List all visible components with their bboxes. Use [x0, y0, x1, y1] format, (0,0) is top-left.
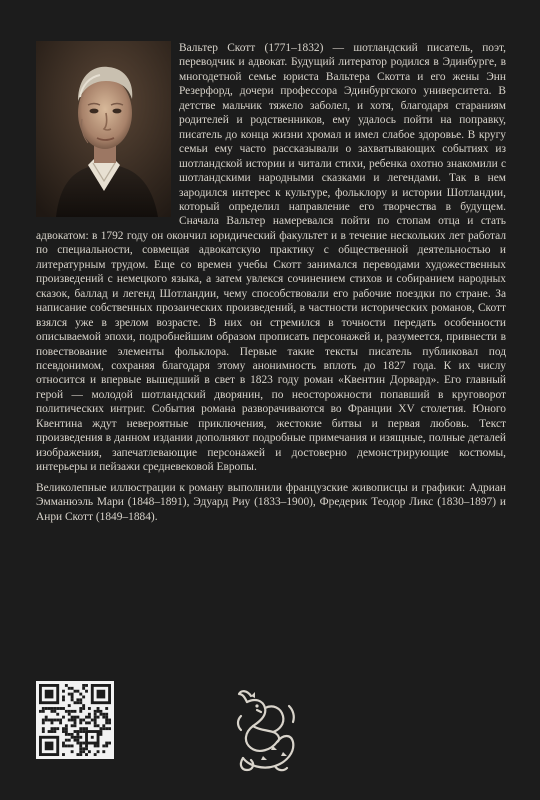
qr-code-icon[interactable] [36, 681, 114, 759]
annotation-text-block [36, 41, 506, 524]
author-biography-paragraph: Вальтер Скотт (1771–1832) — шотландский писатель, поэт, переводчик и адвокат. Будущий литератор родился в Эдинбурге, в многодетной семье юриста Вальтера Скотта и его жены Энн Резерфорд, дочери профессора Эдинбургского университета. В детстве мальчик тяжело заболел, и хотя, благодаря стараниям родителей и родственников, ему удалось пойти на поправку, писатель до конца жизни хромал и имел слабое здоровье. В кругу семьи ему часто рассказывали о захватывающих событиях из шотландской истории и читали стихи, ребенка охотно знакомили с шотландскими народными сказками и легендами. Так в нем зародился интерес к культуре, фольклору и истории Шотландии, который определил направление его творчества в будущем. Сначала Вальтер намеревался пойти по стопам отца и стать адвокатом: в 1792 году он окончил юридический факультет и в течение нескольких лет работал по специальности, совмещая адвокатскую практику с общественной деятельностью и литературным трудом. Еще со времен учебы Скотт занимался переводами художественных произведений с немецкого языка, а затем увлекся сочинением стихов и собиранием народных сказок, баллад и легенд Шотландии, чему способствовали его рабочие поездки по стране. За написание собственных прозаических произведений, в частности исторических романов, Скотт взялся уже в зрелом возрасте. В них он стремился в точности передать особенности описываемой эпохи, подробнейшим образом прописать персонажей и, разумеется, привнести в повествование элементы фольклора. Первые такие тексты писатель публиковал под псевдонимом, сохраняя благодаря этому анонимность вплоть до 1827 года. К их числу относится и впервые вышедший в свет в 1823 году роман «Квентин Дорвард». Его главный герой — молодой шотландский дворянин, по неосторожности попавший в круговорот политических интриг. События романа разворачиваются во Франции XV столетия. Юного Квентина ждут невероятные приключения, жестокие битвы и первая любовь. Текст произведения в данном издании дополняют подробные примечания и изящные, полные деталей изображения, запечатлевающие персонажей и достоверно демонстрирующие костюмы, интерьеры и пейзажи средневековой Европы. [36, 42, 506, 474]
portrait-spacer [36, 41, 179, 224]
illustrators-paragraph: Великолепные иллюстрации к роману выполнили французские живописцы и графики: Адриан Эмманюэль Мари (1848–1891), Эдуард Риу (1833–1900), Фредерик Теодор Ликс (1830–1897) и Анри Скотт (1849–1884). [36, 481, 506, 523]
dragon-logo-icon [233, 686, 299, 774]
